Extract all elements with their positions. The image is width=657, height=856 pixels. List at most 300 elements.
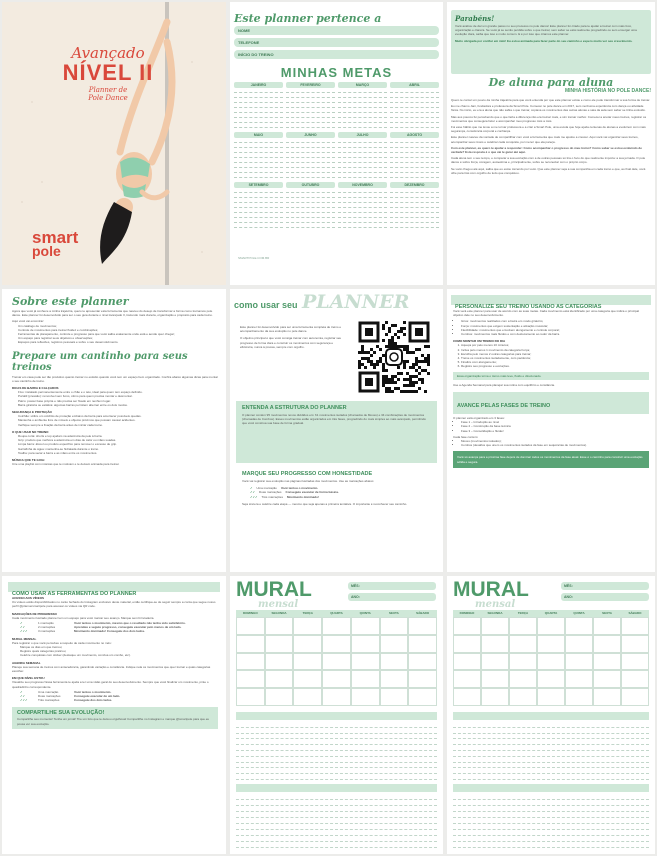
letter-paragraph: Foi esse hábito que me levou a me tornar professora e a criar a Smart Pole, uma escola que hoje ajuda centenas de alunas a evoluírem com mais segurança, consciência corporal e confiança. (451, 125, 646, 134)
about-list-item: Um espaço para registrar seus objetivos e observações; (18, 336, 93, 341)
calendar-day-cell[interactable] (481, 670, 509, 688)
congrats-note: Muito obrigada por confiar em mim! Eu estou animada para fazer parte do seu caminho e espero muito ver seu crescimento. (455, 38, 633, 43)
calendar-day-cell[interactable] (408, 670, 437, 688)
writing-line[interactable] (236, 842, 437, 848)
calendar-day-cell[interactable] (565, 635, 593, 653)
calendar-day-cell[interactable] (621, 617, 649, 635)
calendar-day-cell[interactable] (481, 617, 509, 635)
goal-month-label: OUTUBRO (286, 182, 335, 188)
calendar-day-cell[interactable] (509, 653, 537, 671)
goal-month (390, 132, 439, 178)
about-content (12, 309, 218, 466)
tools-title: COMO USAR AS FERRAMENTAS DO PLANNER (12, 591, 137, 597)
calendar-day-cell[interactable] (453, 670, 481, 688)
tip-item: Mantenha o ambiente livre de móveis e objetos próximos que possam causar acidentes. (18, 418, 136, 423)
goal-month (286, 82, 335, 128)
goal-month (390, 82, 439, 128)
calendar-day-cell[interactable] (481, 653, 509, 671)
tip-item: Garrafinha de água: mantenha-se hidratada durante o treino. (18, 446, 100, 451)
categories-highlight (453, 372, 649, 380)
tools-marks (12, 621, 218, 634)
tip-item: Palco: possui base própria e não precisa ser fixado em nenhum lugar. (18, 398, 111, 403)
goal-month-label: JANEIRO (234, 82, 283, 88)
categories-header (451, 295, 651, 310)
marks-text: Cada movimento ilustrado planner tem um espaço para você marcar seu avanço. Marque sem brincadeira. (12, 615, 155, 620)
categories-intro: Você verá este planner para usar de acordo com as suas metas. Cada movimento está identificado por uma categoria que indica o principal objetivo dele no seu desenvolvimento. (453, 309, 639, 318)
goal-month-label: SETEMBRO (234, 182, 283, 188)
calendar-day-cell[interactable] (293, 635, 322, 653)
daily-title: COMO MONTAR UM TREINO DO DIA (453, 339, 506, 344)
calendar-day-cell[interactable] (509, 617, 537, 635)
mural-calendar (453, 610, 649, 706)
mural-text: Para registrar o que você percebeu a respeito de cada movimento no mês: (12, 640, 112, 645)
tips-section-1: DICAS DE BARRA E CALÇADOS (12, 386, 59, 391)
mark-meaning: Movimento dominado! (286, 494, 319, 499)
daily-step: 1. Aqueça por pelo menos 10 minutos; (461, 343, 649, 347)
check-icon: ✓✓ (20, 694, 26, 699)
goal-month (338, 132, 387, 178)
calendar-day-cell[interactable] (265, 688, 294, 706)
phases-list (453, 420, 649, 433)
weekday-label: SÁBADO (628, 611, 642, 615)
marks-title: MARCAÇÕES DE PROGRESSO (12, 611, 57, 616)
check-icon: ✓✓✓ (20, 629, 28, 634)
level-mark-meaning: Conseguiu executar de um lado. (74, 694, 121, 699)
phases-sub: Cada fase contém: (453, 434, 479, 439)
cover-title-line2: NÍVEL II (62, 60, 154, 85)
mural-title: MURAL MENSAL (12, 636, 37, 641)
check-icon: ✓ (250, 486, 253, 491)
calendar-day-cell[interactable] (408, 653, 437, 671)
mark-row (250, 495, 431, 499)
cover-title (38, 44, 178, 102)
category-item: • Giros: movimentos realizados com a barra em modo giratório; (461, 319, 649, 323)
category-item: • Combos: movimentos mais fluidos e com deslocamento ao redor da barra. (461, 332, 649, 336)
tip-item: Barra giratória ou estática: algumas barras permitem alternar entre os dois modos. (18, 402, 128, 407)
letter-page (447, 2, 655, 285)
mural-title-small: mensal (475, 599, 516, 610)
tips-section-3: O QUE USAR NO TREINO (12, 429, 49, 434)
calendar-day-cell[interactable] (593, 635, 621, 653)
calendar-day-cell[interactable] (481, 688, 509, 706)
letter-subtitle: MINHA HISTÓRIA NO POLE DANCE! (564, 88, 651, 94)
letter-paragraph: Se você chegou até aqui, saiba que eu estou torcendo por você. Que este planner seja a sua companhia em cada treino e que, ao final dele, você olhe para trás com orgulho de tudo que conquistou. (451, 166, 646, 175)
calendar-day-cell[interactable] (380, 670, 409, 688)
congrats-title: Parabéns! (455, 14, 495, 23)
goal-month (234, 132, 283, 178)
calendar-day-cell[interactable] (509, 670, 537, 688)
calendar-day-cell[interactable] (351, 617, 380, 635)
calendar-day-cell[interactable] (236, 688, 265, 706)
structure-title: ENTENDA A ESTRUTURA DO PLANNER (242, 405, 347, 411)
letter-paragraph: Este planner nasceu da vontade de compartilhar com você a ferramenta que mais me ajudou a crescer. Aqui você vai organizar seus treinos, acompanhar seus níveis e celebrar cada conquista, por menor que ela pareça. (451, 135, 639, 144)
about-page (2, 289, 226, 572)
how-to-intro-1: Este planner foi desenvolvido para ser uma ferramenta completa de treino e acompanhamento da sua evolução no pole dance. (240, 325, 342, 334)
level-mark-row (20, 698, 218, 702)
calendar-day-cell[interactable] (322, 688, 351, 706)
progress-footer: Seja sincera e celebre cada etapa — mesmo que seja apenas a primeira tentativa. O importante é reconhecer seu caminho. (242, 501, 408, 506)
weekday-label: SEGUNDA (271, 611, 287, 615)
mural-notes-lines (453, 794, 649, 848)
mural-month-field[interactable]: MÊS: (348, 582, 436, 590)
share-title: COMPARTILHE SUA EVOLUÇÃO! (17, 710, 105, 717)
tip-item: Roupa curta: shorts e top ajudam na aderência da pele à barra. (18, 434, 103, 439)
weekday-label: SEXTA (389, 611, 399, 615)
cover-subtitle-line2: Pole Dance (88, 94, 128, 102)
calendar-day-cell[interactable] (351, 688, 380, 706)
mural-evolutions-lines (453, 722, 649, 780)
closing-text: Você só avança para a próxima fase depois de dominar todos os movimentos da fase atual. Esse é o caminho para construir uma evolução sólida e segura. (457, 455, 643, 464)
tips-list-2 (12, 414, 218, 427)
calendar-day-cell[interactable] (380, 653, 409, 671)
writing-line[interactable] (236, 774, 437, 780)
calendar-day-cell[interactable] (453, 653, 481, 671)
goal-line[interactable] (286, 123, 335, 128)
calendar-weekdays (453, 610, 649, 617)
goal-line[interactable] (338, 173, 387, 178)
tip-item: Toalha: para secar a barra e as mãos entre os movimentos. (18, 450, 98, 455)
videos-text: Os vídeos estão disponibilizados no canto fechado do Instagram exclusivo deste material, então certifique-se de seguir sempre a conta que segue nosso perfil @plannersmartpole para acessar os vídeos via QR code. (12, 600, 216, 609)
phases-header (453, 392, 649, 414)
weekday-label: DOMINGO (459, 611, 475, 615)
calendar-day-cell[interactable] (509, 688, 537, 706)
level-text: Visualize seu progresso! Essa ferramenta te ajuda a ter uma visão geral do seu desenvolvimento. Sempre que você finalizar um movimento, pinte o quadradinho correspondente. (12, 680, 209, 689)
calendar-day-cell[interactable] (593, 688, 621, 706)
level-mark-meaning: Você tentou o movimento. (74, 689, 112, 694)
calendar-grid (236, 617, 437, 706)
mural-evolutions-header (236, 712, 437, 726)
tool-mark-meaning: Você tentou o movimento, mesmo que o resultado não tenha sido satisfatório. (74, 621, 186, 626)
about-title: Sobre este planner (12, 295, 129, 308)
how-to-page (230, 289, 443, 572)
weekday-label: SEGUNDA (487, 611, 503, 615)
weekday-label: QUARTA (330, 611, 343, 615)
goal-month-label: NOVEMBRO (338, 182, 387, 188)
daily-step: 3. Escolha pelo menos 2 outras categorias para treinar; (461, 352, 649, 356)
goal-month-label: AGOSTO (390, 132, 439, 138)
calendar-day-cell[interactable] (408, 617, 437, 635)
mark-label: Duas marcações (259, 490, 282, 495)
daily-step: 2. Inclua pelo menos 1 movimento da categoria Força; (461, 348, 649, 352)
progress-text: Você vai registrar sua evolução nas páginas ilustradas dos movimentos. Use as marcações abaixo: (242, 479, 375, 483)
calendar-day-cell[interactable] (408, 688, 437, 706)
share-text: Compartilhe seu momento! Tenha um jornal! Tire um foto que te deixou orgulhosa! Compartilhe no Instagram e marque @smartpole para que eu possa ver sua evolução. (17, 717, 210, 726)
letter-paragraph: Cada aluna tem o seu tempo, e comparar a sua evolução com a de outras pessoas só tira o foco do que realmente importa: a sua jornada. O pole dance é sobre força, coragem, autoestima e, principalmente, sobre se reconectar com o próprio corpo. (451, 156, 646, 165)
mural-evolutions-title: MINHAS EVOLUÇÕES (240, 721, 283, 726)
calendar-day-cell[interactable] (593, 670, 621, 688)
tips-list-1 (12, 390, 218, 407)
goal-month (338, 82, 387, 128)
calendar-day-cell[interactable] (322, 670, 351, 688)
phase-item: • Fase 3 – Consolidação e fluidez (461, 429, 649, 433)
letter-body (451, 98, 651, 177)
goal-line[interactable] (286, 173, 335, 178)
mural-title-big: MURAL (453, 578, 529, 601)
calendar-day-cell[interactable] (565, 670, 593, 688)
calendar-day-cell[interactable] (565, 688, 593, 706)
calendar-day-cell[interactable] (621, 653, 649, 671)
category-item: • Flexibilidade: movimentos que envolvem alongamento e controle corporal; (461, 328, 649, 332)
weekday-label: QUINTA (359, 611, 371, 615)
about-list-intro: Aqui você vai encontrar: (12, 319, 45, 324)
calendar-day-cell[interactable] (593, 617, 621, 635)
calendar-day-cell[interactable] (453, 617, 481, 635)
calendar-day-cell[interactable] (236, 670, 265, 688)
mural-notes-lines (236, 794, 437, 848)
calendar-day-cell[interactable] (322, 635, 351, 653)
mural-title (236, 580, 312, 610)
level-mark-label: Uma marcação (38, 689, 59, 694)
how-to-title (234, 291, 439, 313)
calendar-day-cell[interactable] (380, 617, 409, 635)
mural-notes-header (453, 784, 649, 798)
categories-title: PERSONALIZE SEU TREINO USANDO AS CATEGORIAS (455, 304, 602, 310)
goal-month-label: MAIO (234, 132, 283, 138)
level-marks (12, 690, 218, 703)
calendar-day-cell[interactable] (537, 688, 565, 706)
goal-line[interactable] (390, 223, 439, 228)
cover-title-line1: Avançado (71, 44, 145, 62)
calendar-day-cell[interactable] (236, 635, 265, 653)
tip-item: Verifique sempre a fixação da barra antes de iniciar cada treino. (18, 422, 103, 427)
calendar-day-cell[interactable] (351, 670, 380, 688)
owner-heading: Este planner pertence a (234, 12, 382, 25)
calendar-day-cell[interactable] (293, 653, 322, 671)
goal-month-label: DEZEMBRO (390, 182, 439, 188)
goal-month (286, 182, 335, 228)
letter-paragraph: Com este planner, eu quero te ajudar a responder: Como acompanhar o progresso do meu treino? Como saber se estou evoluindo de verdade? Esta resposta é o que vai te guiar até aqui. (451, 145, 642, 155)
mural-title (453, 580, 529, 610)
tip-item: Limpa barra: álcool ou produto específico para remover o excesso de grip. (18, 442, 117, 447)
brand-logo-bottom: pole (32, 243, 61, 259)
level-mark-label: Três marcações (38, 698, 60, 703)
owner-fields (234, 26, 439, 59)
tool-mark-row (20, 629, 218, 633)
goal-month-label: ABRIL (390, 82, 439, 88)
goals-grid (234, 82, 439, 228)
calendar-day-cell[interactable] (265, 617, 294, 635)
calendar-day-cell[interactable] (453, 688, 481, 706)
mural-calendar (236, 610, 437, 706)
structure-box (236, 401, 437, 463)
goal-month (234, 182, 283, 228)
calendar-day-cell[interactable] (537, 670, 565, 688)
mark-meaning: Conseguiu executar de forma básica. (285, 490, 339, 495)
mark-label: Uma marcação (256, 486, 277, 491)
mural-year-field[interactable]: ANO: (561, 593, 649, 601)
cover-subtitle-line1: Planner de (88, 86, 128, 94)
check-icon: ✓✓ (250, 490, 256, 495)
about-list (12, 324, 218, 345)
mural-title-small: mensal (258, 599, 299, 610)
calendar-day-cell[interactable] (537, 653, 565, 671)
mural-item: Registre quais categorias praticou; (20, 649, 67, 654)
phases-intro: O planner está organizado em 3 fases: (453, 416, 505, 421)
weekday-label: QUINTA (573, 611, 585, 615)
tool-mark-meaning: Movimento dominado! Conseguiu dos dois lados. (74, 629, 146, 634)
calendar-day-cell[interactable] (236, 617, 265, 635)
weekday-label: TERÇA (517, 611, 529, 615)
tip-item: Colchão: utilize um colchão de proteção embaixo da barra para amortecer possíveis quedas. (18, 414, 142, 419)
calendar-weekdays (236, 610, 437, 617)
calendar-day-cell[interactable] (537, 635, 565, 653)
tool-mark-meaning: Aprendeu e seguiu progresso, conseguiu executar pelo menos de um lado. (74, 625, 182, 630)
tip-item: Grip: produto que melhora a aderência em dias de calor ou mãos suadas. (18, 438, 117, 443)
tips-section-2: SEGURANÇA E PROTEÇÃO (12, 410, 52, 415)
goal-line[interactable] (234, 223, 283, 228)
calendar-day-cell[interactable] (621, 635, 649, 653)
brand-logo-top: smart (32, 228, 79, 247)
goal-line[interactable] (390, 173, 439, 178)
level-mark-meaning: Conseguiu dos dois lados. (74, 698, 113, 703)
owner-field-phone[interactable]: TELEFONE (234, 38, 439, 47)
tip-item: Portátil (pressão): removível sem furos, ótimo para quem precisa montar e desmontar. (18, 394, 133, 399)
calendar-day-cell[interactable] (593, 653, 621, 671)
weekday-label: TERÇA (302, 611, 313, 615)
corner-title: Prepare um cantinho para seus treinos (12, 350, 188, 373)
letter-paragraph: Mas aos poucos fui percebendo que o que fazia a diferença não era treinar mais, e sim treinar melhor. Comecei a anotar meus treinos, registrar os movimentos que conseguia fazer e acompanhar meu progresso mês a mês. (451, 114, 647, 123)
check-icon: ✓ (20, 689, 23, 694)
category-item: • Força: movimentos que exigem sustentação e ativação muscular; (461, 324, 649, 328)
goal-line[interactable] (338, 123, 387, 128)
mural-title-big: MURAL (236, 578, 312, 601)
progress-title: MARQUE SEU PROGRESSO COM HONESTIDADE (242, 471, 373, 477)
tool-mark-label: 3 marcações (38, 629, 56, 634)
goal-line[interactable] (338, 223, 387, 228)
congrats-box (451, 10, 651, 74)
mural-notes-title: ANOTAÇÕES (240, 793, 266, 798)
mural-year-field[interactable]: ANO: (348, 593, 436, 601)
check-icon: ✓ (20, 621, 23, 626)
phase-content-item: • Moves (movimentos isolados); (461, 439, 649, 443)
check-icon: ✓✓ (20, 625, 26, 630)
calendar-day-cell[interactable] (621, 670, 649, 688)
mural-notes-header (236, 784, 437, 798)
share-box (12, 707, 218, 728)
calendar-day-cell[interactable] (322, 653, 351, 671)
calendar-day-cell[interactable] (265, 653, 294, 671)
calendar-day-cell[interactable] (293, 670, 322, 688)
about-list-item: Controle de movimentos para treinar fluidez e combinações; (18, 327, 99, 332)
goal-line[interactable] (234, 173, 283, 178)
calendar-day-cell[interactable] (481, 635, 509, 653)
calendar-day-cell[interactable] (453, 635, 481, 653)
goal-line[interactable] (234, 123, 283, 128)
calendar-day-cell[interactable] (236, 653, 265, 671)
about-list-item: Espaços para reflexões, registros pessoais e sobre o seu desenvolvimento. (18, 340, 119, 345)
agenda-text: Planeje sua semana de treinos com antecedência, garantindo variação e constância. Indique nela os movimentos que quer treinar e quais categorias escolher. (12, 664, 211, 674)
goal-line[interactable] (286, 223, 335, 228)
cover-page (2, 2, 226, 285)
goal-month-label: FEVEREIRO (286, 82, 335, 88)
tip-item: Fixo: instalado permanentemente entre o chão e o teto, ideal para quem tem espaço definido. (18, 390, 143, 395)
agenda-title: AGENDA SEMANAL (12, 660, 41, 665)
mural-notes-title: ANOTAÇÕES (457, 793, 483, 798)
level-title: EM QUE NÍVEL ESTOU (12, 676, 45, 681)
corner-intro: Treinar em casa pode ser tão produtivo quanto treinar no estúdio quando você tem um espaço bem organizado. Confira abaixo algumas dicas para montar o seu cantinho de treino. (12, 374, 219, 383)
how-to-title-small: como usar seu (234, 300, 298, 310)
tips-list-3 (12, 434, 218, 455)
writing-line[interactable] (453, 842, 649, 848)
weekday-label: QUARTA (544, 611, 558, 615)
how-to-intro-2: O objetivo principal é que você consiga treinar com autonomia, registrar seu progresso de forma clara e construir os movimentos com segurança e eficiência, nunca à pressa, sempre com orgulho. (240, 336, 342, 349)
mural-page-2 (447, 576, 655, 854)
goal-month-label: MARÇO (338, 82, 387, 88)
phase-item: • Fase 2 – Construção da base técnica (461, 424, 649, 428)
owner-field-name[interactable]: NOME (234, 26, 439, 35)
writing-line[interactable] (453, 774, 649, 780)
brand-logo (32, 230, 78, 257)
music-text: Crie uma playlist com músicas que te motivam e te deixam animada para treinar. (12, 462, 120, 467)
calendar-day-cell[interactable] (351, 653, 380, 671)
mural-page-1 (230, 576, 443, 854)
marks-list (242, 486, 431, 499)
weekday-label: DOMINGO (243, 611, 258, 615)
calendar-day-cell[interactable] (380, 688, 409, 706)
daily-step: 4. Treine os movimentos isoladamente, com paciência; (461, 356, 649, 360)
qr-code[interactable] (358, 321, 430, 393)
letter-title: De aluna para aluna (488, 76, 614, 89)
calendar-day-cell[interactable] (351, 635, 380, 653)
calendar-day-cell[interactable] (621, 688, 649, 706)
mark-label: Três marcações (261, 494, 283, 499)
calendar-day-cell[interactable] (293, 617, 322, 635)
mural-item: Marque os dias em que treinou; (20, 645, 63, 650)
calendar-day-cell[interactable] (380, 635, 409, 653)
tool-mark-label: 2 marcações (38, 625, 56, 630)
calendar-day-cell[interactable] (265, 635, 294, 653)
mural-evolutions-header (453, 712, 649, 726)
goal-month (390, 182, 439, 228)
tools-content (12, 596, 218, 729)
calendar-day-cell[interactable] (565, 653, 593, 671)
goal-month (338, 182, 387, 228)
how-to-title-big: PLANNER (301, 291, 410, 313)
progress-box (236, 467, 437, 567)
weekday-label: SEXTA (602, 611, 612, 615)
calendar-day-cell[interactable] (565, 617, 593, 635)
phases-title: AVANCE PELAS FASES DE TREINO (457, 403, 551, 410)
owner-footer: SMARTPOLE.COM.BR (238, 256, 270, 260)
goal-month-label: JUNHO (286, 132, 335, 138)
about-intro: Agora que você já conhece a minha trajetória, quero te apresentar esta ferramenta que nasceu do desejo de transformar a forma como treinamos pole dance. Este planner foi desenvolvido para ser o seu guia durante o nível Avançado II, trazendo mais clareza, organização e propósito para cada treino. (12, 309, 213, 318)
goal-line[interactable] (390, 123, 439, 128)
calendar-day-cell[interactable] (322, 617, 351, 635)
closing-box (453, 451, 649, 467)
about-list-item: Ferramentas de planejamento, controle e progresso para que você saiba exatamente onde está e aonde quer chegar; (18, 332, 175, 337)
weekday-label: SÁBADO (416, 611, 430, 615)
about-list-item: Um catálogo de movimentos; (18, 323, 57, 328)
owner-page (230, 2, 443, 285)
calendar-day-cell[interactable] (265, 670, 294, 688)
calendar-day-cell[interactable] (408, 635, 437, 653)
how-to-intro (240, 325, 344, 349)
level-mark-label: Duas marcações (38, 694, 61, 699)
mural-month-field[interactable]: MÊS: (561, 582, 649, 590)
calendar-grid (453, 617, 649, 706)
calendar-day-cell[interactable] (509, 635, 537, 653)
owner-field-start[interactable]: INÍCIO DO TREINO (234, 50, 439, 59)
mural-evolutions-lines (236, 722, 437, 780)
mural-item: Celebre conquistas com sticker (destaque um movimento, conclua um combo, etc). (20, 653, 131, 658)
goals-title: MINHAS METAS (280, 65, 393, 80)
categories-page (447, 289, 655, 572)
categories-content (453, 309, 649, 468)
daily-step: 5. Finalize com alongamento; (461, 360, 649, 364)
letter-paragraph: Eu me chamo Jani, fundadora e professora da Smart Pole. Comecei no pole dance em 2017, sem nenhuma experiência com dança ou atividade física. No início, eu era a aluna que não sabia o que treinar, copiava os movimentos das outras alunas e saía da aula sem saber se tinha evoluído. (451, 104, 646, 113)
calendar-day-cell[interactable] (537, 617, 565, 635)
calendar-day-cell[interactable] (293, 688, 322, 706)
